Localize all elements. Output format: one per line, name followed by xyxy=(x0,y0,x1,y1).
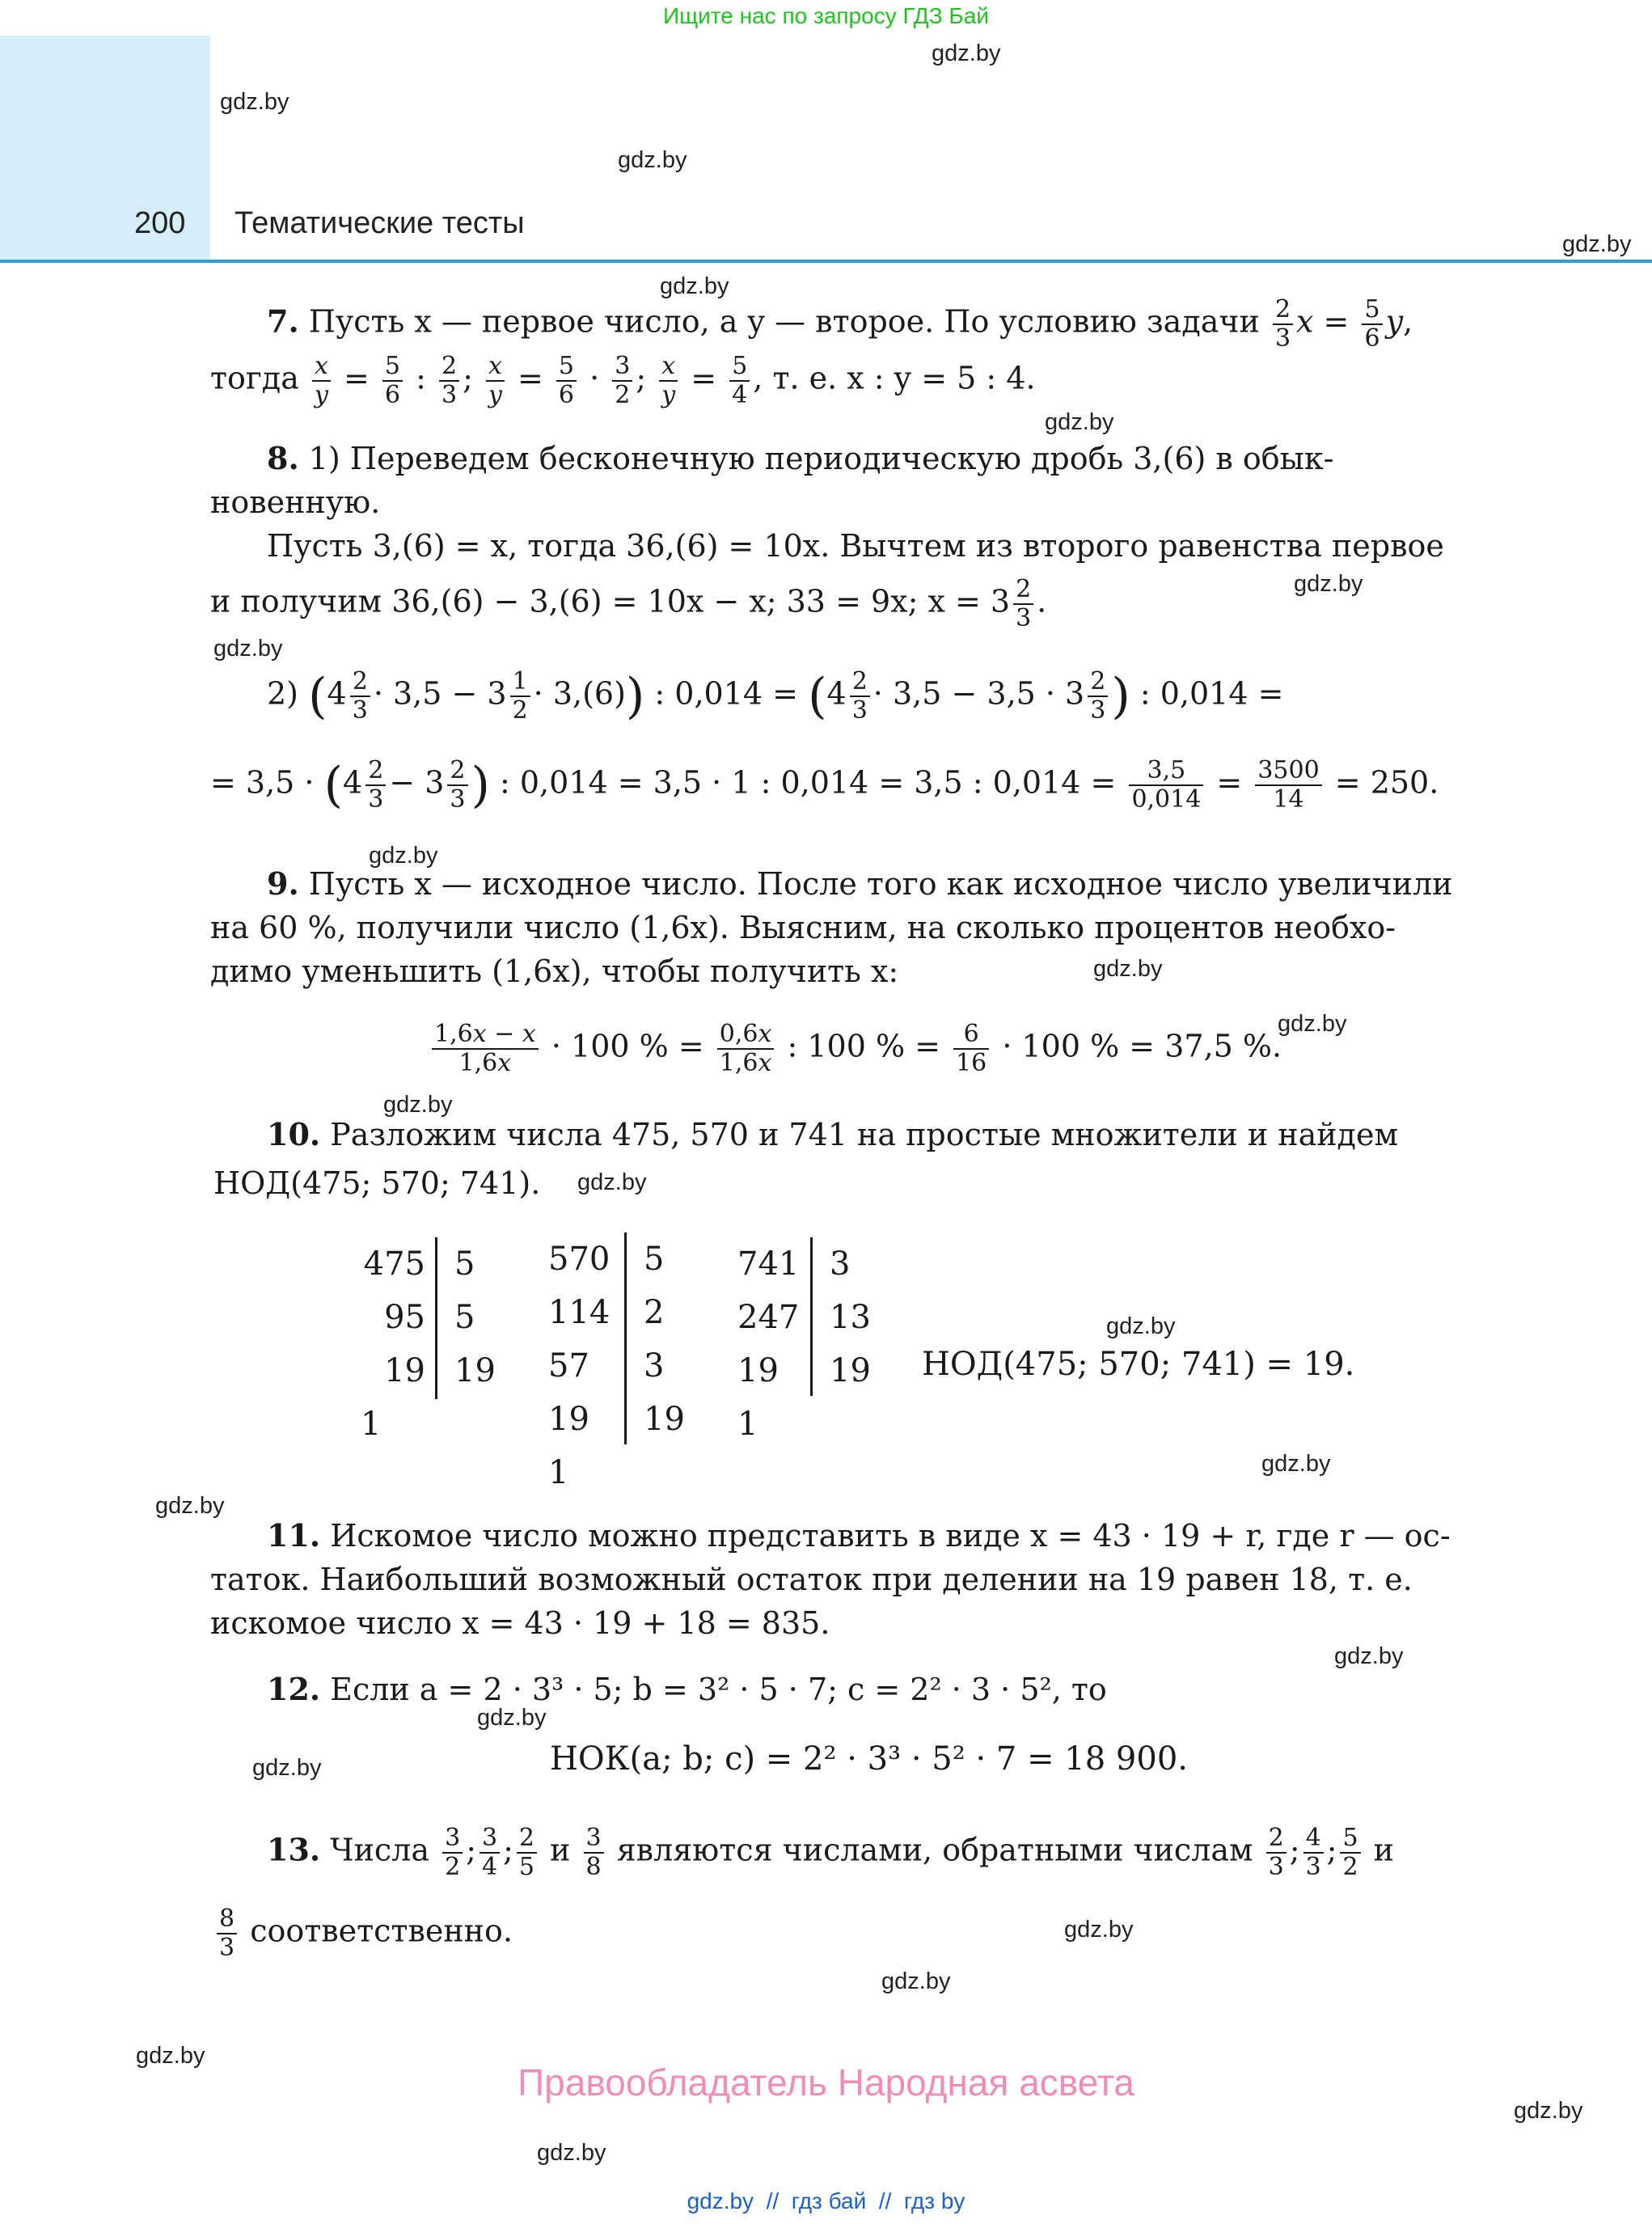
prime-factor: 3 xyxy=(644,1347,665,1385)
factor-value: 114 xyxy=(548,1294,611,1331)
factor-table-1-left xyxy=(361,1237,425,1451)
page-number: 200 xyxy=(134,206,186,240)
watermark: gdz.by xyxy=(1294,571,1363,597)
factor-value: 19 xyxy=(737,1352,779,1389)
problem-9-line-1 xyxy=(267,862,1452,906)
problem-text: Если a = 2 · 3³ · 5; b = 3² · 5 · 7; c = 2² · 3 · 5², то xyxy=(330,1672,1107,1707)
factor-table-2-left xyxy=(548,1233,610,1499)
watermark: gdz.by xyxy=(932,40,1001,66)
problem-9-result: · 100 % = 37,5 %. xyxy=(1002,1028,1282,1064)
part-label: 2) xyxy=(267,675,299,712)
watermark: gdz.by xyxy=(1064,1917,1134,1943)
problem-12-line-2: НОК(a; b; c) = 2² · 3³ · 5² · 7 = 18 900. xyxy=(550,1740,1188,1778)
factor-table-2-divider xyxy=(624,1233,627,1444)
watermark: gdz.by xyxy=(252,1755,322,1781)
watermark: gdz.by xyxy=(1334,1643,1404,1669)
problem-text: Разложим числа 475, 570 и 741 на простые множители и найдем xyxy=(330,1117,1398,1152)
prime-factor: 19 xyxy=(830,1352,871,1389)
page-title: Тематические тесты xyxy=(234,206,525,240)
watermark: gdz.by xyxy=(136,2043,205,2069)
problem-7-line-1: 7. Пусть x — первое число, а y — второе. По условию задачи $\frac{2}{3}$ x = $\frac{5}{6}$ y, xyxy=(267,295,1413,353)
problem-text: Пусть x — исходное число. После того как исходное число увеличили xyxy=(308,866,1453,902)
problem-text: Пусть x — первое число, а y — второе. По условию задачи xyxy=(308,303,1260,340)
factor-value: 741 xyxy=(737,1245,800,1283)
watermark: gdz.by xyxy=(1106,1313,1176,1339)
prime-factor: 19 xyxy=(454,1352,496,1389)
factor-value: 57 xyxy=(548,1347,589,1385)
problem-number: 11. xyxy=(267,1517,321,1554)
problem-number: 9. xyxy=(267,865,299,902)
watermark: gdz.by xyxy=(155,1493,225,1519)
factor-table-3-divider xyxy=(810,1237,813,1396)
factor-value: 247 xyxy=(737,1299,800,1336)
problem-9-formula: $\frac{1,6x - x}{1,6x}$ · 100 % = $\frac{0,6x}{1,6x}$ : 100 % = $\frac{6}{16}$ · 100 % = 37,5 %. xyxy=(429,1021,1282,1077)
factor-value: 19 xyxy=(548,1401,589,1438)
copyright-notice: Правообладатель Народная асвета xyxy=(518,2061,1134,2103)
factor-value: 475 xyxy=(363,1245,425,1283)
problem-text: Числа xyxy=(330,1832,429,1868)
factor-value: 95 xyxy=(384,1299,425,1336)
problem-text: соответственно. xyxy=(250,1913,513,1949)
factor-table-3-left xyxy=(737,1237,799,1451)
problem-10-answer: НОД(475; 570; 741) = 19. xyxy=(922,1346,1355,1383)
problem-number: 10. xyxy=(267,1116,321,1152)
prime-factor: 5 xyxy=(454,1299,475,1336)
prime-factor: 3 xyxy=(830,1245,851,1283)
problem-text: и xyxy=(550,1832,571,1868)
problem-9-line-2: на 60 %, получили число (1,6x). Выясним, на сколько процентов необхо- xyxy=(210,910,1396,945)
factor-value: 1 xyxy=(548,1454,569,1491)
problem-12-line-1 xyxy=(267,1668,1107,1711)
factor-value: 1 xyxy=(361,1406,382,1443)
header-rule xyxy=(0,260,1652,263)
watermark: gdz.by xyxy=(1261,1451,1331,1477)
problem-8-line-2: новенную. xyxy=(210,484,381,520)
prime-factor: 2 xyxy=(644,1294,665,1331)
watermark: gdz.by xyxy=(881,1968,951,1994)
problem-number: 7. xyxy=(267,302,299,340)
factor-table-2-right xyxy=(644,1233,685,1446)
prime-factor: 5 xyxy=(454,1245,475,1283)
problem-text: и xyxy=(1373,1832,1394,1868)
watermark: gdz.by xyxy=(618,147,687,173)
watermark: gdz.by xyxy=(1562,231,1632,257)
watermark: gdz.by xyxy=(213,636,283,662)
problem-text: и получим 36,(6) − 3,(6) = 10x − x; 33 = 9x; x = 3 xyxy=(210,583,1011,619)
watermark: gdz.by xyxy=(383,1092,453,1118)
watermark: gdz.by xyxy=(660,273,729,299)
watermark: gdz.by xyxy=(537,2140,606,2166)
footer-links[interactable]: gdz.by // гдз бай // гдз by xyxy=(687,2188,965,2213)
factor-value: 1 xyxy=(737,1406,758,1443)
problem-text: тогда xyxy=(210,360,299,396)
factor-value: 570 xyxy=(548,1241,611,1278)
problem-10-line-1 xyxy=(267,1113,1398,1156)
watermark: gdz.by xyxy=(1514,2098,1583,2124)
prime-factor: 19 xyxy=(644,1401,685,1438)
problem-11-line-2: таток. Наибольший возможный остаток при делении на 19 равен 18, т. е. xyxy=(210,1562,1413,1597)
problem-8-line-4: и получим 36,(6) − 3,(6) = 10x − x; 33 = 9x; x = 3 $\frac{2}{3}$ . xyxy=(210,575,1047,632)
watermark: gdz.by xyxy=(220,89,289,115)
top-banner[interactable]: Ищите нас по запросу ГДЗ Бай xyxy=(662,3,990,28)
factor-table-1-right xyxy=(454,1237,496,1397)
problem-8-result: = 250. xyxy=(1334,764,1439,801)
factor-value: 19 xyxy=(384,1352,425,1389)
problem-text: , т. е. x : y = 5 : 4. xyxy=(753,360,1036,396)
problem-10-line-2: НОД(475; 570; 741). xyxy=(213,1165,541,1201)
factor-table-1-divider xyxy=(435,1237,437,1399)
problem-text: Искомое число можно представить в виде x = 43 · 19 + r, где r — ос- xyxy=(330,1518,1451,1554)
problem-8-line-3: Пусть 3,(6) = x, тогда 36,(6) = 10x. Вычтем из второго равенства первое xyxy=(267,528,1444,564)
watermark: gdz.by xyxy=(1278,1011,1347,1037)
problem-8-part-2: 2) (4 $\frac{2}{3}$ · 3,5 − 3 $\frac{1}{2}$ · 3,(6)) : 0,014 = (4 $\frac{2}{3}$ · 3,5 − 3,5 · 3 $\frac{2}{3}$ ) : 0,014 = xyxy=(267,667,1284,725)
problem-8-line-1 xyxy=(267,437,1333,480)
watermark: gdz.by xyxy=(1045,409,1114,435)
factor-table-3-right xyxy=(830,1237,871,1397)
problem-7-line-2: тогда $\frac{x}{y}$ = $\frac{5}{6}$ : $\frac{2}{3}$ ; $\frac{x}{y}$ = $\frac{5}{6}$ · $\frac{3}{2}$ ; $\frac{x}{y}$ = $\frac{5}{4}$ , т. е. x : y = 5 : 4. xyxy=(210,352,1036,409)
prime-factor: 13 xyxy=(830,1299,871,1336)
problem-number: 13. xyxy=(267,1831,321,1868)
problem-8-part-2-cont: = 3,5 · (4 $\frac{2}{3}$ − 3 $\frac{2}{3}$ ) : 0,014 = 3,5 · 1 : 0,014 = 3,5 : 0,014 = $\frac{3,5}{0,014}$ = $\frac{3500}{14}$ = 250. xyxy=(210,756,1439,814)
problem-text: являются числами, обратными числам xyxy=(616,1832,1253,1868)
watermark: gdz.by xyxy=(369,843,438,869)
problem-11-line-3: искомое число x = 43 · 19 + 18 = 835. xyxy=(210,1605,830,1641)
problem-11-line-1 xyxy=(267,1514,1451,1558)
prime-factor: 5 xyxy=(644,1241,665,1278)
problem-number: 8. xyxy=(267,440,299,476)
watermark: gdz.by xyxy=(1093,956,1163,982)
problem-text: 1) Переведем бесконечную периодическую дробь 3,(6) в обык- xyxy=(308,441,1334,476)
watermark: gdz.by xyxy=(577,1169,647,1195)
watermark: gdz.by xyxy=(477,1705,547,1731)
problem-13-line-1: 13. Числа $\frac{3}{2}$ ; $\frac{3}{4}$ ; $\frac{2}{5}$ и $\frac{3}{8}$ являются числами, обратными числам $\frac{2}{3}$ ; $\frac{4}{3}$ ; $\frac{5}{2}$ и xyxy=(267,1824,1394,1881)
problem-9-line-3: димо уменьшить (1,6x), чтобы получить x: xyxy=(210,953,899,989)
problem-number: 12. xyxy=(267,1671,321,1707)
problem-13-line-2: $\frac{8}{3}$ соответственно. xyxy=(213,1905,513,1962)
